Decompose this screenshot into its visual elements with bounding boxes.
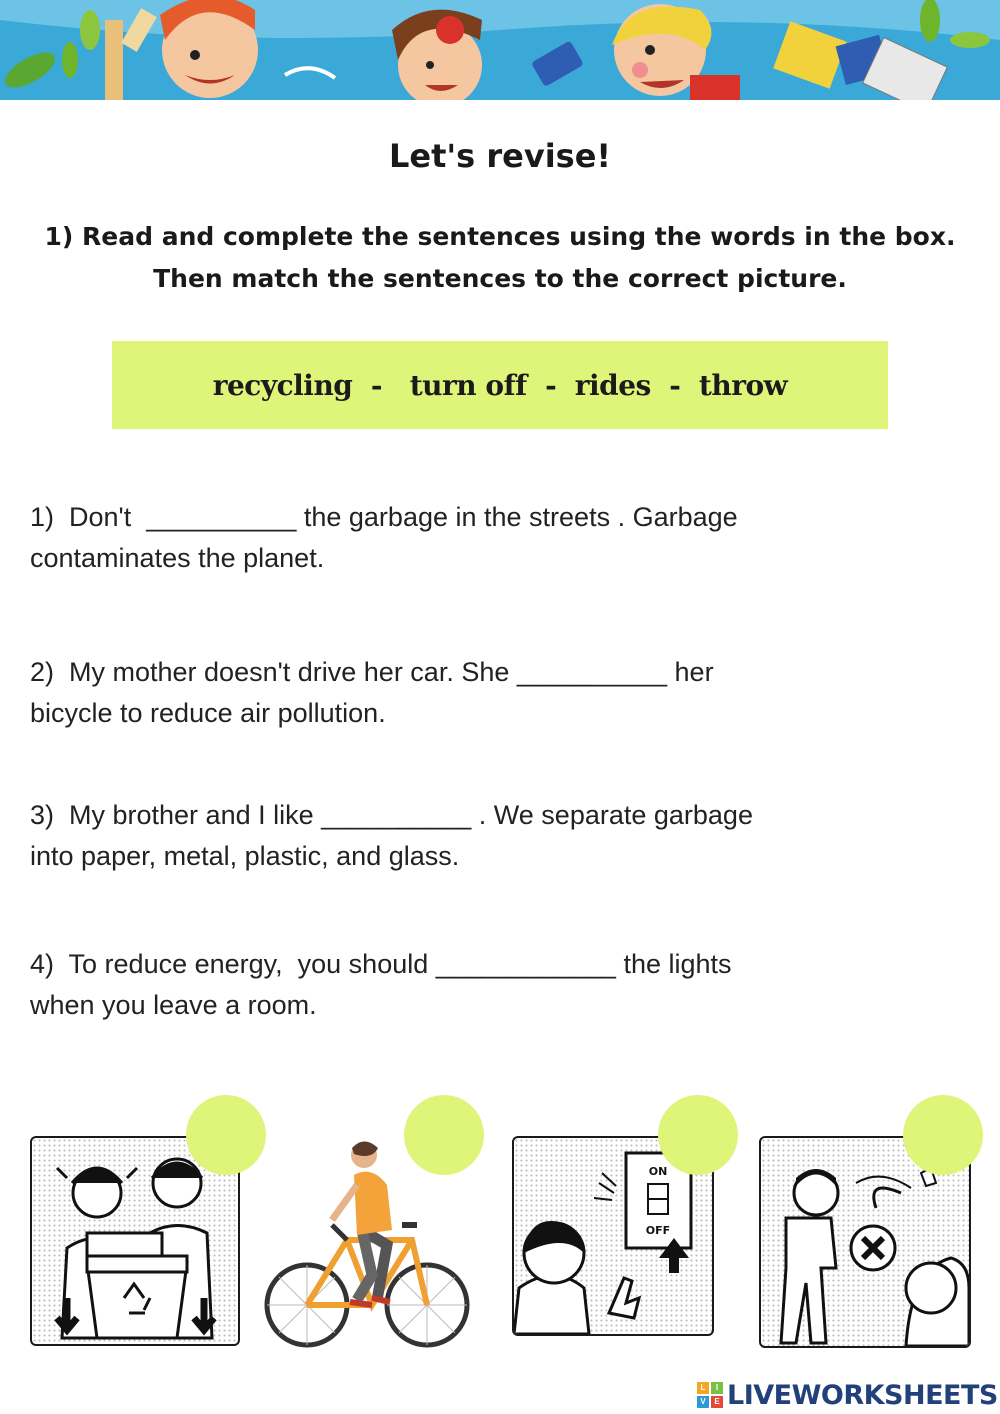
sentence-line: 2) My mother doesn't drive her car. She __________ her bbox=[30, 657, 714, 687]
answer-circle-4[interactable] bbox=[903, 1095, 983, 1175]
answer-circle-1[interactable] bbox=[186, 1095, 266, 1175]
logo-text: LIVEWORKSHEETS bbox=[727, 1379, 998, 1411]
logo-block: I bbox=[711, 1382, 723, 1394]
answer-circle-3[interactable] bbox=[658, 1095, 738, 1175]
logo-block: V bbox=[697, 1396, 709, 1408]
sentence-line: into paper, metal, plastic, and glass. bbox=[30, 841, 460, 871]
sentence-line: contaminates the planet. bbox=[30, 543, 325, 573]
sentence-line: bicycle to reduce air pollution. bbox=[30, 698, 386, 728]
logo-block: L bbox=[697, 1382, 709, 1394]
word-box-words: recycling - turn off - rides - throw bbox=[212, 368, 788, 402]
logo-blocks bbox=[697, 1382, 723, 1408]
logo-block: E bbox=[711, 1396, 723, 1408]
header-banner bbox=[0, 0, 1000, 100]
sentence-line: 4) To reduce energy, you should ____________ the lights bbox=[30, 949, 732, 979]
sentence-3 bbox=[30, 795, 910, 877]
sentence-1 bbox=[30, 497, 910, 579]
worksheet-title: Let's revise! bbox=[388, 137, 612, 175]
switch-on-label: ON bbox=[648, 1165, 668, 1178]
switch-off-label: OFF bbox=[645, 1224, 671, 1237]
liveworksheets-logo bbox=[697, 1378, 998, 1412]
sentence-line: when you leave a room. bbox=[30, 990, 317, 1020]
instruction-line: 1) Read and complete the sentences using the words in the box. bbox=[44, 222, 956, 251]
sentence-line: 3) My brother and I like __________ . We separate garbage bbox=[30, 800, 753, 830]
word-box bbox=[112, 341, 888, 429]
kids-banner-illustration bbox=[0, 0, 1000, 100]
instruction-line: Then match the sentences to the correct picture. bbox=[153, 264, 847, 293]
sentence-line: 1) Don't __________ the garbage in the streets . Garbage bbox=[30, 502, 738, 532]
sentence-4 bbox=[30, 944, 910, 1026]
answer-circle-2[interactable] bbox=[404, 1095, 484, 1175]
sentence-2 bbox=[30, 652, 910, 734]
instructions bbox=[0, 216, 1000, 300]
